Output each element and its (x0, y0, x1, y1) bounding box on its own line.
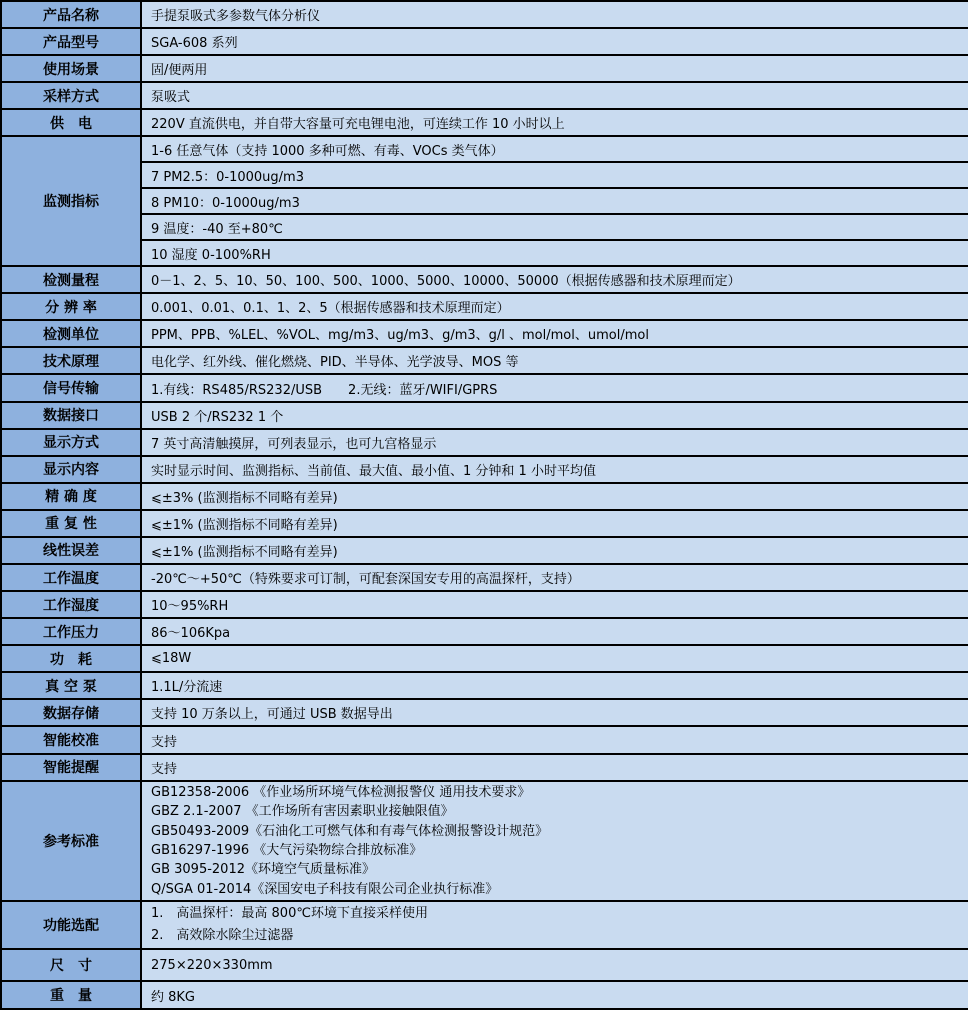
technical-principle-value: 电化学、红外线、催化燃烧、PID、半导体、光学波导、MOS 等 (141, 347, 968, 374)
weight-value: 约 8KG (141, 981, 968, 1009)
monitoring-indicator-item: 7 PM2.5：0-1000ug/m3 (141, 162, 968, 188)
accuracy-value: ⩽±3% (监测指标不同略有差异) (141, 483, 968, 510)
detection-unit-value: PPM、PPB、%LEL、%VOL、mg/m3、ug/m3、g/m3、g/l 、mol/mol、umol/mol (141, 320, 968, 347)
linearity-error-label: 线性误差 (1, 537, 141, 564)
spec-row (1, 456, 968, 483)
sampling-method-label: 采样方式 (1, 82, 141, 109)
reference-standard-item: GB12358-2006 《作业场所环境气体检测报警仪 通用技术要求》 (151, 785, 531, 801)
optional-features-value (141, 901, 968, 949)
display-content-label: 显示内容 (1, 456, 141, 483)
product-model-value: SGA-608 系列 (141, 28, 968, 55)
product-name-value: 手提泵吸式多参数气体分析仪 (141, 1, 968, 28)
technical-principle-label: 技术原理 (1, 347, 141, 374)
spec-row (1, 162, 968, 188)
working-temperature-label: 工作温度 (1, 564, 141, 591)
reference-standard-item: GB16297-1996 《大气污染物综合排放标准》 (151, 843, 423, 858)
data-storage-value: 支持 10 万条以上，可通过 USB 数据导出 (141, 699, 968, 726)
spec-row (1, 949, 968, 981)
display-mode-label: 显示方式 (1, 429, 141, 456)
detection-range-label: 检测量程 (1, 266, 141, 293)
data-storage-label: 数据存储 (1, 699, 141, 726)
power-supply-label: 供 电 (1, 109, 141, 136)
reference-standard-item: Q/SGA 01-2014《深国安电子科技有限公司企业执行标准》 (151, 881, 499, 897)
dimensions-label: 尺 寸 (1, 949, 141, 981)
monitoring-indicators-label: 监测指标 (1, 136, 141, 266)
working-pressure-label: 工作压力 (1, 618, 141, 645)
spec-row (1, 901, 968, 949)
display-mode-value: 7 英寸高清触摸屏，可列表显示，也可九宫格显示 (141, 429, 968, 456)
spec-row (1, 1, 968, 28)
reference-standard-item: GB50493-2009《石油化工可燃气体和有毒气体检测报警设计规范》 (151, 823, 549, 839)
sampling-method-value: 泵吸式 (141, 82, 968, 109)
power-consumption-label: 功 耗 (1, 645, 141, 672)
linearity-error-value: ⩽±1% (监测指标不同略有差异) (141, 537, 968, 564)
monitoring-indicator-item: 1-6 任意气体（支持 1000 多种可燃、有毒、VOCs 类气体） (141, 136, 968, 162)
spec-row (1, 293, 968, 320)
repeatability-value: ⩽±1% (监测指标不同略有差异) (141, 510, 968, 537)
power-supply-value: 220V 直流供电，并自带大容量可充电锂电池，可连续工作 10 小时以上 (141, 109, 968, 136)
product-model-label: 产品型号 (1, 28, 141, 55)
smart-reminder-label: 智能提醒 (1, 754, 141, 781)
detection-range-value: 0－1、2、5、10、50、100、500、1000、5000、10000、50000（根据传感器和技术原理而定） (141, 266, 968, 293)
working-humidity-value: 10～95%RH (141, 591, 968, 618)
spec-row (1, 781, 968, 901)
optional-feature-item: 2. 高效除水除尘过滤器 (151, 928, 294, 943)
spec-row (1, 347, 968, 374)
monitoring-indicator-item: 9 温度：-40 至+80℃ (141, 214, 968, 240)
spec-row (1, 374, 968, 401)
spec-row (1, 537, 968, 564)
smart-calibration-label: 智能校准 (1, 726, 141, 753)
dimensions-value: 275×220×330mm (141, 949, 968, 981)
working-pressure-value: 86～106Kpa (141, 618, 968, 645)
spec-row (1, 28, 968, 55)
spec-row (1, 240, 968, 266)
reference-standards-label: 参考标准 (1, 781, 141, 901)
spec-row (1, 429, 968, 456)
weight-label: 重 量 (1, 981, 141, 1009)
spec-row (1, 214, 968, 240)
repeatability-label: 重 复 性 (1, 510, 141, 537)
optional-features-label: 功能选配 (1, 901, 141, 949)
spec-row (1, 699, 968, 726)
detection-unit-label: 检测单位 (1, 320, 141, 347)
reference-standards-value (141, 781, 968, 901)
spec-row (1, 618, 968, 645)
signal-transmission-value: 1.有线：RS485/RS232/USB 2.无线：蓝牙/WIFI/GPRS (141, 374, 968, 401)
signal-transmission-label: 信号传输 (1, 374, 141, 401)
data-interface-label: 数据接口 (1, 402, 141, 429)
spec-row (1, 754, 968, 781)
usage-scene-value: 固/便两用 (141, 55, 968, 82)
reference-standard-item: GBZ 2.1-2007 《工作场所有害因素职业接触限值》 (151, 804, 454, 820)
spec-row (1, 672, 968, 699)
usage-scene-label: 使用场景 (1, 55, 141, 82)
data-interface-value: USB 2 个/RS232 1 个 (141, 402, 968, 429)
smart-calibration-value: 支持 (141, 726, 968, 753)
smart-reminder-value: 支持 (141, 754, 968, 781)
display-content-value: 实时显示时间、监测指标、当前值、最大值、最小值、1 分钟和 1 小时平均值 (141, 456, 968, 483)
resolution-label: 分 辨 率 (1, 293, 141, 320)
vacuum-pump-value: 1.1L/分流速 (141, 672, 968, 699)
monitoring-indicator-item: 8 PM10：0-1000ug/m3 (141, 188, 968, 214)
working-humidity-label: 工作湿度 (1, 591, 141, 618)
spec-row (1, 82, 968, 109)
resolution-value: 0.001、0.01、0.1、1、2、5（根据传感器和技术原理而定） (141, 293, 968, 320)
spec-row (1, 188, 968, 214)
spec-row (1, 55, 968, 82)
spec-row (1, 591, 968, 618)
monitoring-indicator-item: 10 湿度 0-100%RH (141, 240, 968, 266)
power-consumption-value: ⩽18W (141, 645, 968, 672)
vacuum-pump-label: 真 空 泵 (1, 672, 141, 699)
spec-row (1, 136, 968, 162)
spec-row (1, 645, 968, 672)
spec-row (1, 510, 968, 537)
accuracy-label: 精 确 度 (1, 483, 141, 510)
spec-row (1, 402, 968, 429)
spec-row (1, 320, 968, 347)
spec-row (1, 726, 968, 753)
spec-row (1, 483, 968, 510)
spec-row (1, 266, 968, 293)
reference-standard-item: GB 3095-2012《环境空气质量标准》 (151, 862, 375, 878)
spec-row (1, 981, 968, 1009)
optional-feature-item: 1. 高温探杆：最高 800℃环境下直接采样使用 (151, 906, 428, 921)
spec-row (1, 109, 968, 136)
spec-row (1, 564, 968, 591)
product-name-label: 产品名称 (1, 1, 141, 28)
working-temperature-value: -20℃～+50℃（特殊要求可订制，可配套深国安专用的高温探杆，支持） (141, 564, 968, 591)
